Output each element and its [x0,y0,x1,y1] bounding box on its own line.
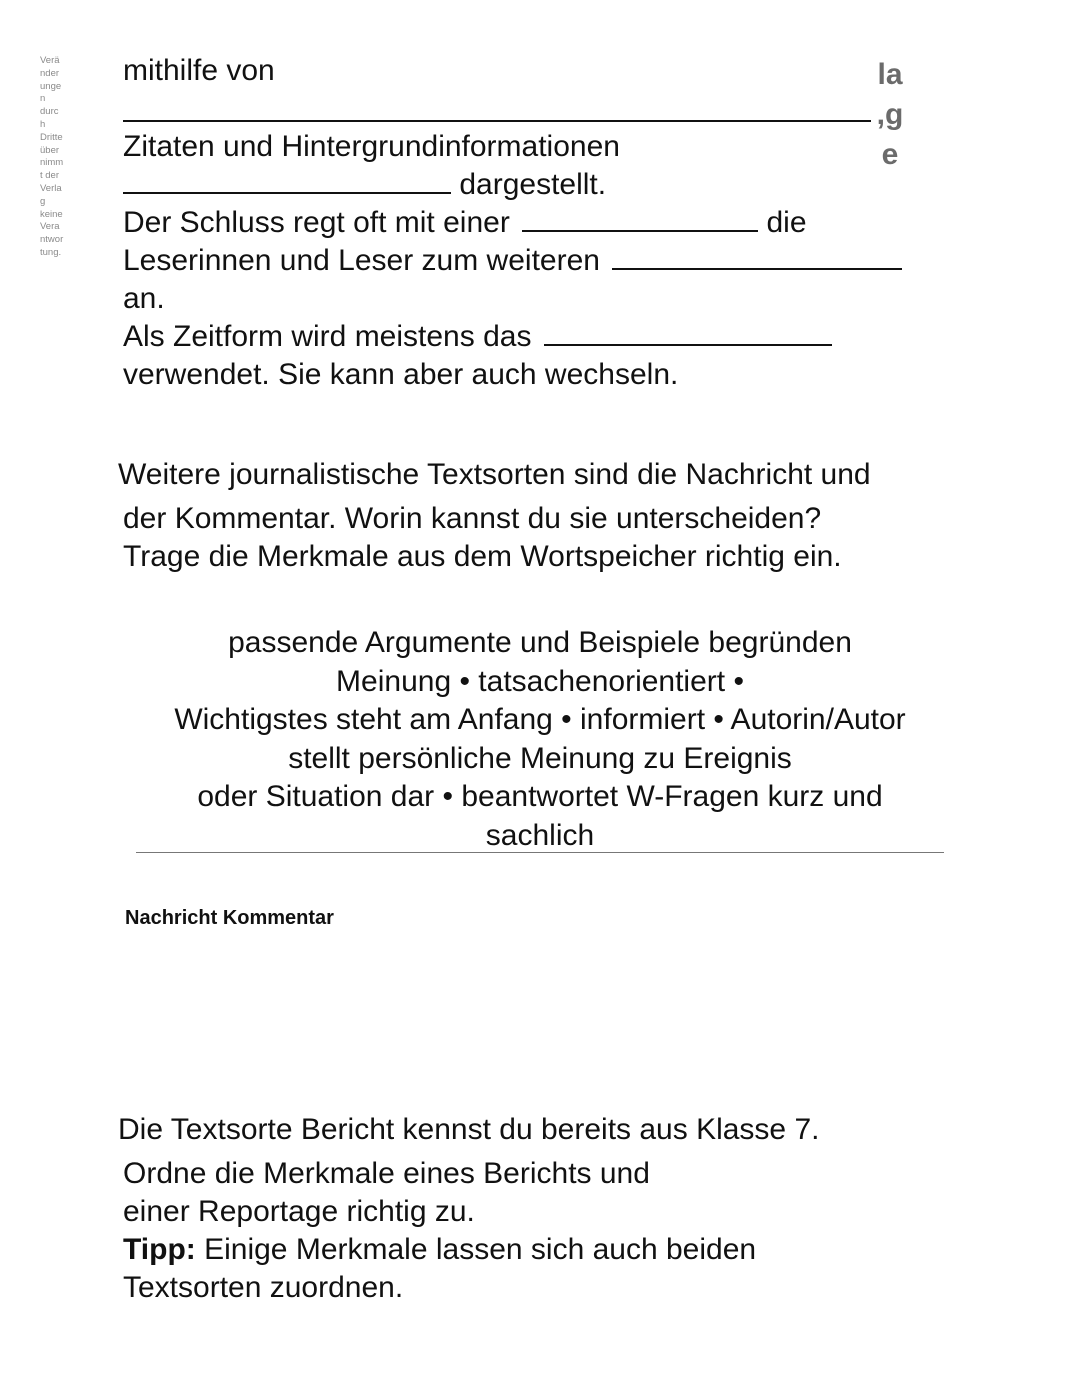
sidebar-fragment: Vera [40,221,60,233]
cloze-blank-3[interactable] [522,204,758,232]
word-bank-line: oder Situation dar • beantwortet W-Fragen kurz und [197,780,883,813]
header-nachricht: Nachricht [125,907,218,929]
header-kommentar: Kommentar [222,907,334,929]
sidebar-fragment: n [40,93,46,105]
cloze-blank-4[interactable] [612,242,902,270]
sidebar-fragment: keine [40,208,63,220]
task2-line-2: Ordne die Merkmale eines Berichts und [123,1157,650,1190]
cloze-line-4-text: dargestellt. [459,168,607,201]
task2-line-3: einer Reportage richtig zu. [123,1195,475,1228]
word-bank [135,624,945,855]
tipp-text: Einige Merkmale lassen sich auch beiden [195,1233,757,1266]
cloze-line-6-text: Leserinnen und Leser zum weiteren [123,244,600,277]
sidebar-fragment: nimm [40,157,64,169]
sidebar-fragment: Verä [40,55,60,66]
sidebar-fragment: Dritte [40,131,63,143]
word-bank-line: Meinung • tatsachenorientiert • [336,664,744,698]
task2-tipp-line [123,1231,756,1269]
cloze-line-4 [123,166,606,204]
cloze-line-6 [123,242,902,280]
sidebar-fragment: h [40,118,46,130]
right-fragment-line: ,g [876,98,904,131]
cloze-blank-5[interactable] [544,318,832,346]
cloze-blank-1[interactable] [123,120,871,122]
word-bank-line: Wichtigstes steht am Anfang • informiert • Autorin/Autor [174,703,906,736]
sidebar-text [40,55,76,260]
table-headers [125,907,334,930]
sidebar-fragment: g [40,195,46,207]
right-fragment-line: e [881,138,899,171]
sidebar-fragment: t der [40,170,60,182]
right-fragment-line: la [877,58,903,91]
right-fragment [870,55,910,175]
task1-line-2: der Kommentar. Worin kannst du sie unterscheiden? [123,502,822,535]
cloze-line-7: an. [123,282,165,315]
cloze-line-9: verwendet. Sie kann aber auch wechseln. [123,358,679,391]
sidebar-fragment: über [40,144,60,156]
cloze-line-3: Zitaten und Hintergrundinformationen [123,130,620,163]
task2-line-5: Textsorten zuordnen. [123,1271,404,1304]
word-bank-line: passende Argumente und Beispiele begründen [228,626,852,659]
cloze-line-5-after: die [766,206,807,239]
tipp-label: Tipp: [123,1233,196,1266]
word-bank-line: sachlich [485,818,595,852]
task1-line-1: Weitere journalistische Textsorten sind die Nachricht und [118,458,871,491]
task2-line-1: Die Textsorte Bericht kennst du bereits aus Klasse 7. [118,1113,820,1146]
sidebar-fragment: tung. [40,246,62,258]
cloze-line-5-before: Der Schluss regt oft mit einer [123,206,510,239]
cloze-line-8 [123,318,832,356]
sidebar-fragment: ntwor [40,234,64,246]
cloze-line-8-text: Als Zeitform wird meistens das [123,320,532,353]
task1-line-3: Trage die Merkmale aus dem Wortspeicher richtig ein. [123,540,842,573]
sidebar-fragment: unge [40,80,62,92]
cloze-blank-2[interactable] [123,166,451,194]
cloze-line-5 [123,204,807,242]
word-bank-line: stellt persönliche Meinung zu Ereignis [288,741,792,775]
sidebar-fragment: nder [40,67,60,79]
sidebar-fragment: Verla [40,182,62,194]
sidebar-fragment: durc [40,106,59,118]
word-bank-divider [136,852,944,853]
cloze-line-1: mithilfe von [123,54,275,87]
